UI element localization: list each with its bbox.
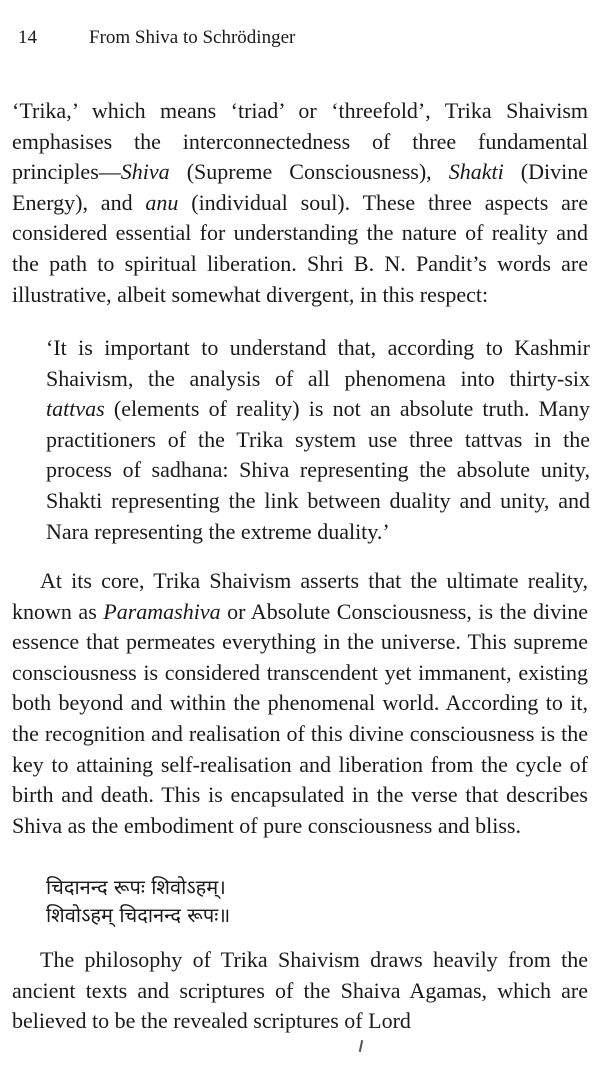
italic-term: anu xyxy=(145,189,179,215)
text-run: (Supreme Consciousness), xyxy=(169,159,449,185)
italic-term: Paramashiva xyxy=(103,598,221,624)
text-run: (Divine Energy), and xyxy=(12,159,589,215)
page-number: 14 xyxy=(18,27,37,48)
text-run: (elements of reality) is not an absolute truth. Many practitioners of the Trika system use three tattvas in the process of sadhana: Shiva representing the absolute unity, Shakti representing the link between duality and unity, and Nara representing the extreme duality.’ xyxy=(46,396,590,544)
verse-line-2: शिवोऽहम् चिदानन्द रूपः॥ xyxy=(46,903,231,927)
italic-term: Shiva xyxy=(120,159,170,185)
paragraph-paramashiva xyxy=(12,566,588,841)
text-run: (individual soul). These three aspects are considered essential for understanding the nature of reality and the path to spiritual liberation. Shri B. N. Pandit’s words are illustrative, albeit somewhat divergent, in this respect: xyxy=(12,189,588,307)
text-run: or Absolute Consciousness, is the divine essence that permeates everything in the universe. This supreme consciousness is considered transcendent yet immanent, existing both beyond and within the phenomenal world. According to it, the recognition and realisation of this divine consciousness is the key to attaining self-realisation and liberation from the cycle of birth and death. This is encapsulated in the verse that describes Shiva as the embodiment of pure consciousness and bliss. xyxy=(12,598,588,838)
paragraph-shaiva-agamas xyxy=(12,945,588,1037)
running-header xyxy=(18,24,295,52)
block-quote-pandit xyxy=(46,333,590,547)
text-run: ‘It is important to understand that, according to Kashmir Shaivism, the analysis of all phenomena into thirty-six xyxy=(46,335,590,391)
ink-mark xyxy=(359,1040,363,1052)
italic-term: Shakti xyxy=(448,159,504,185)
text-run: ‘Trika,’ which means ‘triad’ or ‘threefold’, Trika Shaivism emphasises the interconnectedness of three fundamental principles— xyxy=(12,98,588,185)
paragraph-trika-intro xyxy=(12,96,588,310)
text-run: The philosophy of Trika Shaivism draws heavily from the ancient texts and scriptures of the Shaiva Agamas, which are believed to be the revealed scriptures of Lord xyxy=(12,947,588,1034)
text-run: At its core, Trika Shaivism asserts that the ultimate reality, known as xyxy=(12,568,588,624)
verse-line-1: चिदानन्द रूपः शिवोऽहम्। xyxy=(46,875,226,899)
running-title: From Shiva to Schrödinger xyxy=(89,27,296,48)
italic-term: tattvas xyxy=(46,396,105,422)
sanskrit-verse xyxy=(46,873,230,929)
